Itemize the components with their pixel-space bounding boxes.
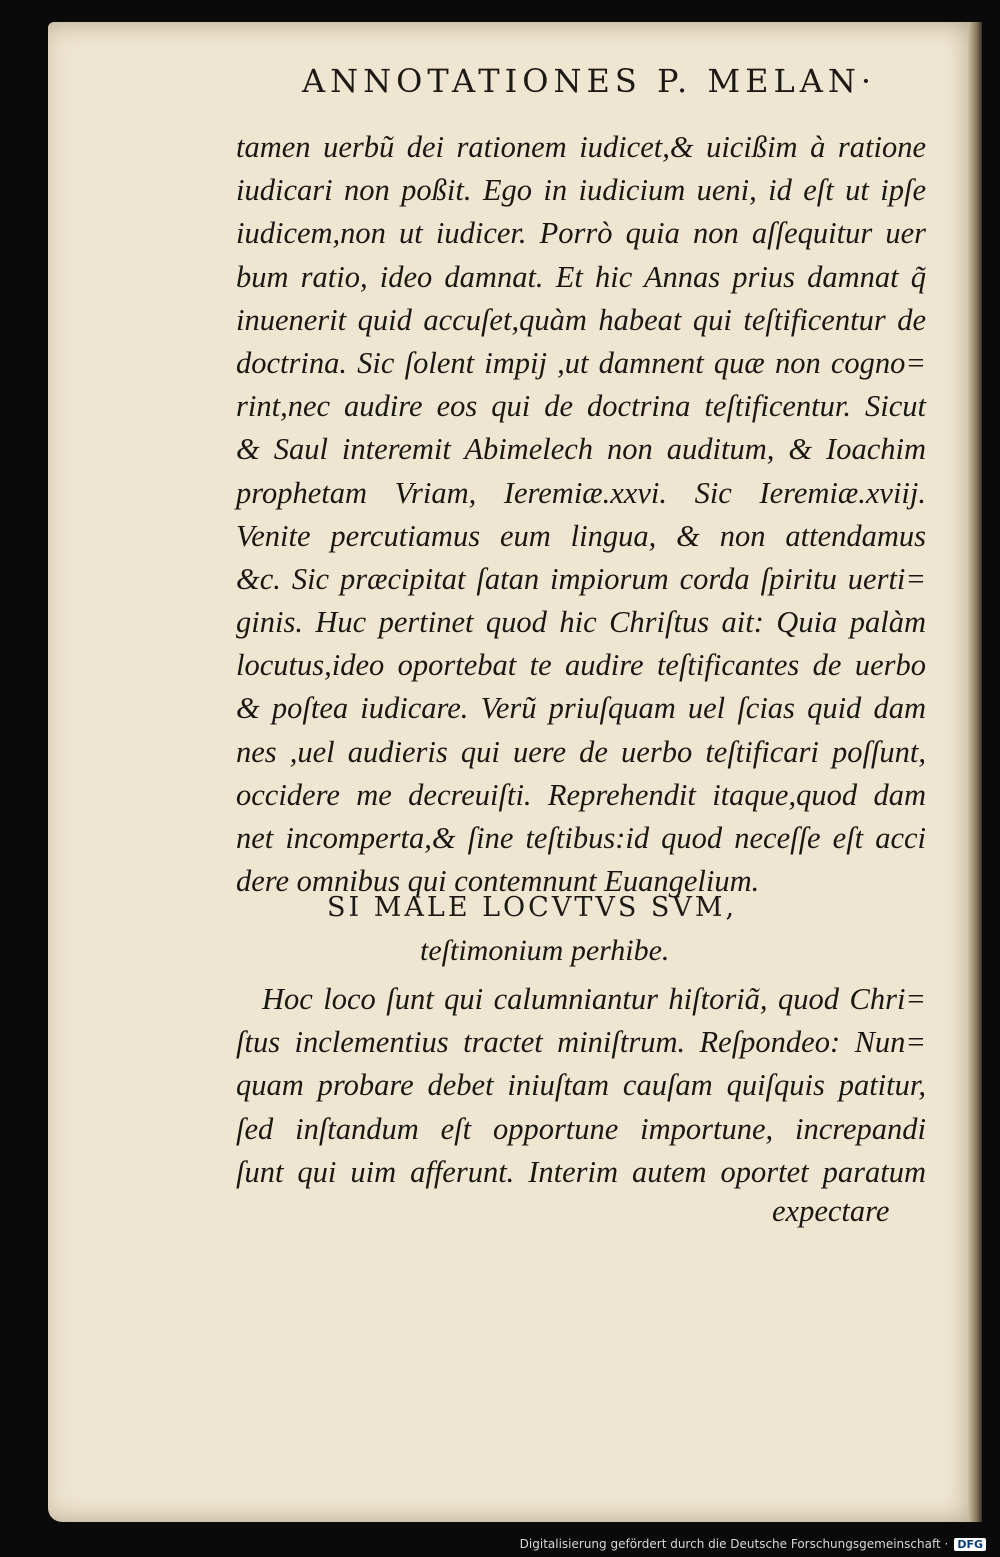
text-line: ſunt qui uim afferunt. Interim autem oportet paratum — [236, 1154, 926, 1189]
text-line: quam probare debet iniuſtam cauſam quiſquis patitur, — [236, 1068, 926, 1103]
catchword: expectare — [772, 1194, 890, 1228]
text-line: Venite percutiamus eum lingua, & non attendamus — [236, 518, 926, 553]
section-heading: SI MALE LOCVTVS SVM, — [327, 892, 738, 923]
text-line: dere omnibus qui contemnunt Euangelium. — [236, 864, 760, 899]
text-line: nes ,uel audieris qui uere de uerbo teſtificari poſſunt, — [236, 734, 926, 769]
text-line: net incomperta,& ſine teſtibus:id quod neceſſe eſt acci — [236, 821, 926, 855]
running-header: ANNOTATIONES P. MELAN· — [302, 62, 877, 100]
text-line: iudicari non poßit. Ego in iudicium ueni, id eſt ut ipſe — [236, 173, 926, 208]
text-line: ginis. Huc pertinet quod hic Chriſtus ait: Quia palàm — [236, 605, 926, 640]
text-line: bum ratio, ideo damnat. Et hic Annas prius damnat q̃ — [236, 259, 926, 294]
footer-text: Digitalisierung gefördert durch die Deutsche Forschungsgemeinschaft · — [519, 1537, 949, 1551]
text-line: ſed inſtandum eſt opportune importune, increpandi — [236, 1111, 926, 1146]
text-line: doctrina. Sic ſolent impij ,ut damnent quæ non cogno= — [236, 345, 926, 380]
text-line: tamen uerbũ dei rationem iudicet,& uicißim à ratione — [236, 130, 926, 164]
text-line: inuenerit quid accuſet,quàm habeat qui teſtificentur de — [236, 302, 926, 337]
text-line: & Saul interemit Abimelech non auditum, & Ioachim — [236, 432, 926, 467]
text-line: occidere me decreuiſti. Reprehendit itaque,quod dam — [236, 777, 926, 812]
text-line: iudicem,non ut iudicer. Porrò quia non aſſequitur uer — [236, 216, 926, 251]
text-line: locutus,ideo oportebat te audire teſtificantes de uerbo — [236, 648, 926, 683]
dfg-logo-icon: DFG — [954, 1538, 986, 1551]
main-paragraph — [236, 126, 926, 903]
page-edge — [968, 22, 982, 1522]
text-line: ſtus inclementius tractet miniſtrum. Reſpondeo: Nun= — [236, 1025, 926, 1060]
text-line: Hoc loco ſunt qui calumniantur hiſtoriã, quod Chri= — [262, 982, 926, 1016]
digitization-footer — [520, 1537, 986, 1551]
second-paragraph — [236, 978, 926, 1194]
section-subheading: teſtimonium perhibe. — [420, 934, 670, 967]
text-line: &c. Sic præcipitat ſatan impiorum corda ſpiritu uerti= — [236, 561, 926, 596]
text-line: prophetam Vriam, Ieremiæ.xxvi. Sic Ieremiæ.xviij. — [236, 475, 926, 510]
text-line: & poſtea iudicare. Verũ priuſquam uel ſcias quid dam — [236, 691, 926, 726]
text-line: rint,nec audire eos qui de doctrina teſtificentur. Sicut — [236, 389, 926, 424]
